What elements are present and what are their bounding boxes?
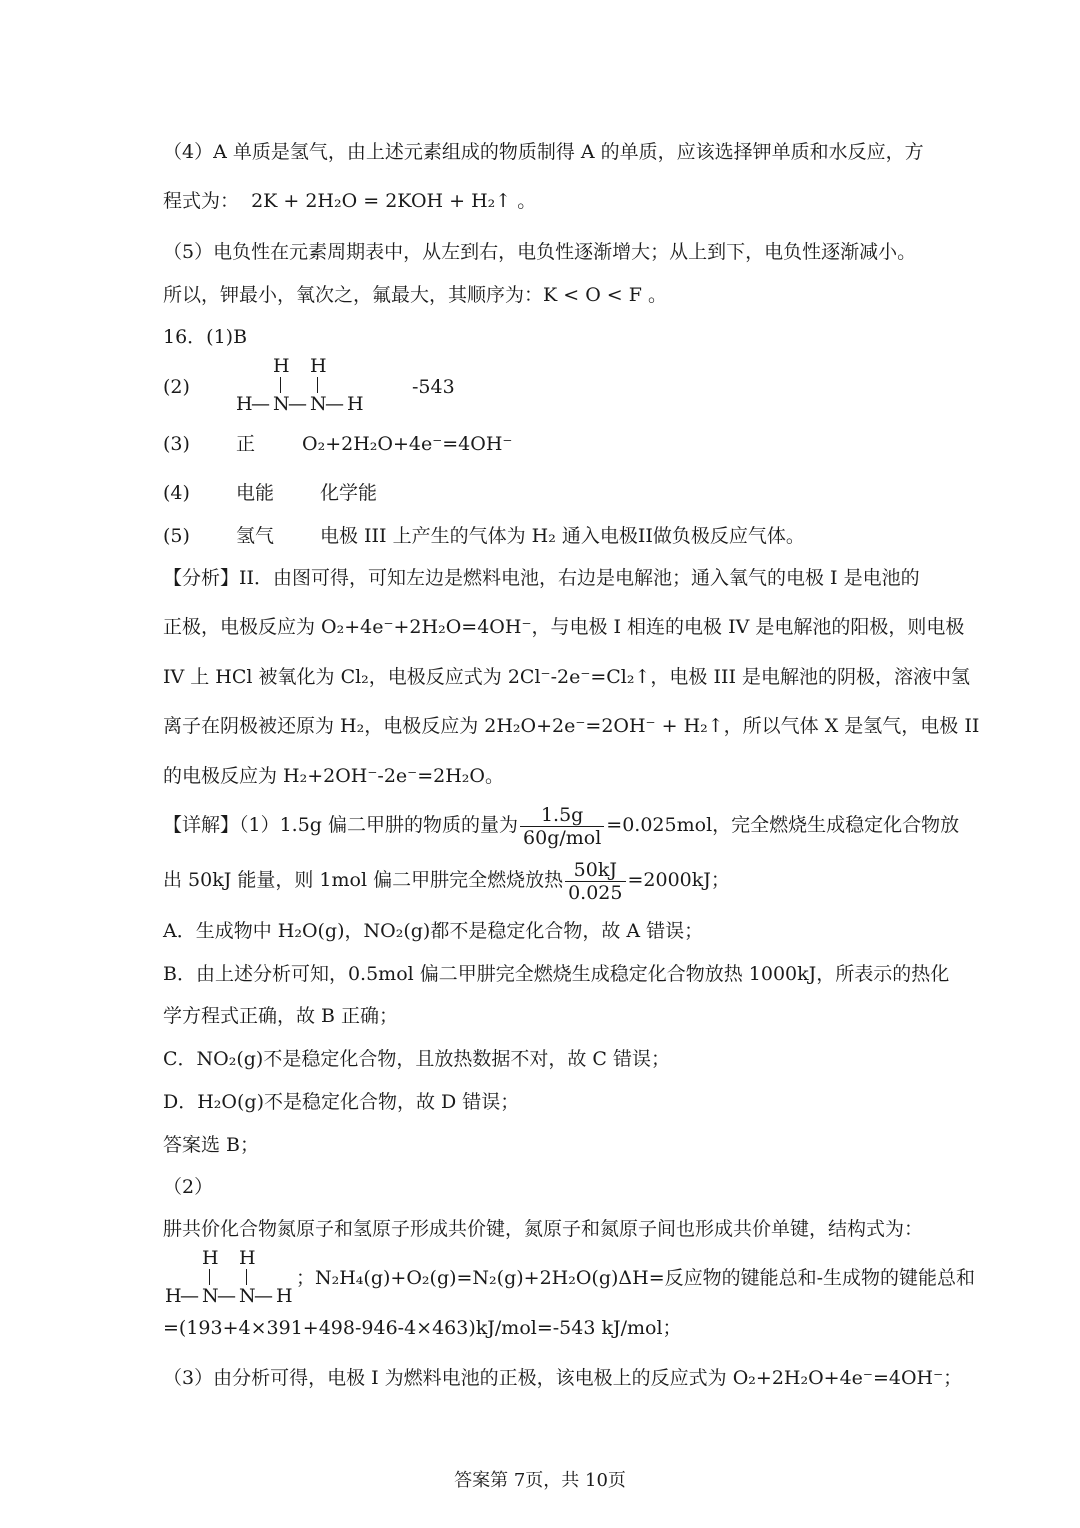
- struct-bond: —: [217, 1285, 236, 1307]
- answer-choice: 答案选 B；: [163, 1134, 260, 1156]
- page-footer: 答案第 7页，共 10页: [454, 1470, 626, 1491]
- part4-end: 。: [517, 190, 537, 212]
- q16-answer-3-v1: 正: [236, 433, 256, 455]
- detail-line2-suffix: =2000kJ；: [627, 869, 730, 891]
- struct-bond: —: [251, 393, 270, 415]
- detail-line1-suffix: =0.025mol，完全燃烧生成稳定化合物放: [606, 814, 960, 836]
- struct-h: H: [239, 1247, 256, 1269]
- q16-answer-3-label: (3): [163, 433, 190, 455]
- q16-answer-4-v1: 电能: [236, 482, 275, 504]
- struct-n: N: [202, 1285, 219, 1307]
- q16-answer-3-eq: O₂+2H₂O+4e⁻=4OH⁻: [302, 433, 513, 455]
- fraction-numerator: 1.5g: [520, 804, 604, 827]
- struct-h: H: [273, 355, 290, 377]
- struct-n: N: [273, 393, 290, 415]
- part2-line1: 肼共价化合物氮原子和氢原子形成共价键，氮原子和氮原子间也形成共价单键，结构式为：: [163, 1218, 924, 1240]
- q16-answer-2-value: -543: [412, 376, 455, 398]
- struct-bond: —: [254, 1285, 273, 1307]
- part2-line2: ；N₂H₄(g)+O₂(g)=N₂(g)+2H₂O(g)ΔH=反应物的键能总和-生成物的键能总和: [296, 1267, 976, 1289]
- part2-line3: =(193+4×391+498-946-4×463)kJ/mol=-543 kJ/mol；: [163, 1317, 682, 1339]
- analysis-line1: 【分析】II．由图可得，可知左边是燃料电池，右边是电解池；通入氧气的电极 I 是电池的: [163, 567, 920, 589]
- struct-bond: —: [325, 393, 344, 415]
- q16-answer-5-label: (5): [163, 525, 190, 547]
- detail-line2-prefix: 出 50kJ 能量，则 1mol 偏二甲肼完全燃烧放热: [163, 869, 564, 891]
- part5-line2: 所以，钾最小，氧次之，氟最大，其顺序为：K < O < F 。: [163, 284, 667, 306]
- option-b-line1: B．由上述分析可知，0.5mol 偏二甲肼完全燃烧生成稳定化合物放热 1000kJ，所表示的热化: [163, 963, 950, 985]
- part4-line1: （4）A 单质是氢气，由上述元素组成的物质制得 A 的单质，应该选择钾单质和水反应，方: [163, 141, 924, 163]
- hydrazine-structure-1: [236, 356, 376, 416]
- struct-bond: [317, 377, 318, 393]
- option-a: A．生成物中 H₂O(g)，NO₂(g)都不是稳定化合物，故 A 错误；: [163, 920, 704, 942]
- struct-h: H: [310, 355, 327, 377]
- struct-bond: —: [288, 393, 307, 415]
- q16-answer-5-v1: 氢气: [236, 525, 275, 547]
- q16-answer-4-v2: 化学能: [320, 482, 378, 504]
- detail-line1-prefix: 【详解】（1）1.5g 偏二甲肼的物质的量为: [163, 814, 519, 836]
- struct-h: H: [347, 393, 364, 415]
- fraction-denominator: 60g/mol: [523, 826, 602, 849]
- analysis-line4: 离子在阴极被还原为 H₂，电极反应为 2H₂O+2e⁻=2OH⁻ + H₂↑，所以气体 X 是氢气，电极 II: [163, 715, 980, 737]
- part4-equation: 2K + 2H₂O = 2KOH + H₂↑: [251, 190, 512, 212]
- struct-h: H: [236, 393, 253, 415]
- q16-answer-5-v2: 电极 III 上产生的气体为 H₂ 通入电极II做负极反应气体。: [320, 525, 805, 547]
- option-c: C．NO₂(g)不是稳定化合物，且放热数据不对，故 C 错误；: [163, 1048, 670, 1070]
- analysis-line5: 的电极反应为 H₂+2OH⁻-2e⁻=2H₂O。: [163, 765, 504, 787]
- struct-h: H: [202, 1247, 219, 1269]
- part5-line1: （5）电负性在元素周期表中，从左到右，电负性逐渐增大；从上到下，电负性逐渐减小。: [163, 241, 917, 263]
- fraction-numerator: 50kJ: [565, 859, 625, 882]
- struct-n: N: [239, 1285, 256, 1307]
- struct-bond: [280, 377, 281, 393]
- detail-line2: [163, 857, 730, 904]
- detail-line1: [163, 802, 959, 849]
- struct-bond: —: [180, 1285, 199, 1307]
- q16-answer-4-label: (4): [163, 482, 190, 504]
- struct-bond: [246, 1269, 247, 1285]
- struct-h: H: [165, 1285, 182, 1307]
- part2-heading: （2）: [163, 1176, 214, 1198]
- part4-prefix: 程式为：: [163, 190, 240, 212]
- struct-bond: [209, 1269, 210, 1285]
- fraction-moles: [520, 804, 604, 849]
- hydrazine-structure-2: [163, 1248, 303, 1308]
- struct-n: N: [310, 393, 327, 415]
- q16-answer-2-label: (2): [163, 376, 190, 398]
- analysis-line2: 正极，电极反应为 O₂+4e⁻+2H₂O=4OH⁻，与电极 I 相连的电极 IV 是电解池的阳极，则电极: [163, 616, 965, 638]
- fraction-denominator: 0.025: [568, 881, 623, 904]
- struct-h: H: [276, 1285, 293, 1307]
- fraction-heat: [565, 859, 625, 904]
- q16-answer-1: 16．(1)B: [163, 326, 248, 348]
- part3-line: （3）由分析可得，电极 I 为燃料电池的正极，该电极上的反应式为 O₂+2H₂O+4e⁻=4OH⁻；: [163, 1367, 963, 1389]
- part4-line2: [163, 189, 536, 213]
- option-d: D．H₂O(g)不是稳定化合物，故 D 错误；: [163, 1091, 520, 1113]
- option-b-line2: 学方程式正确，故 B 正确；: [163, 1005, 399, 1027]
- analysis-line3: IV 上 HCl 被氧化为 Cl₂，电极反应式为 2Cl⁻-2e⁻=Cl₂↑，电极 III 是电解池的阴极，溶液中氢: [163, 666, 971, 688]
